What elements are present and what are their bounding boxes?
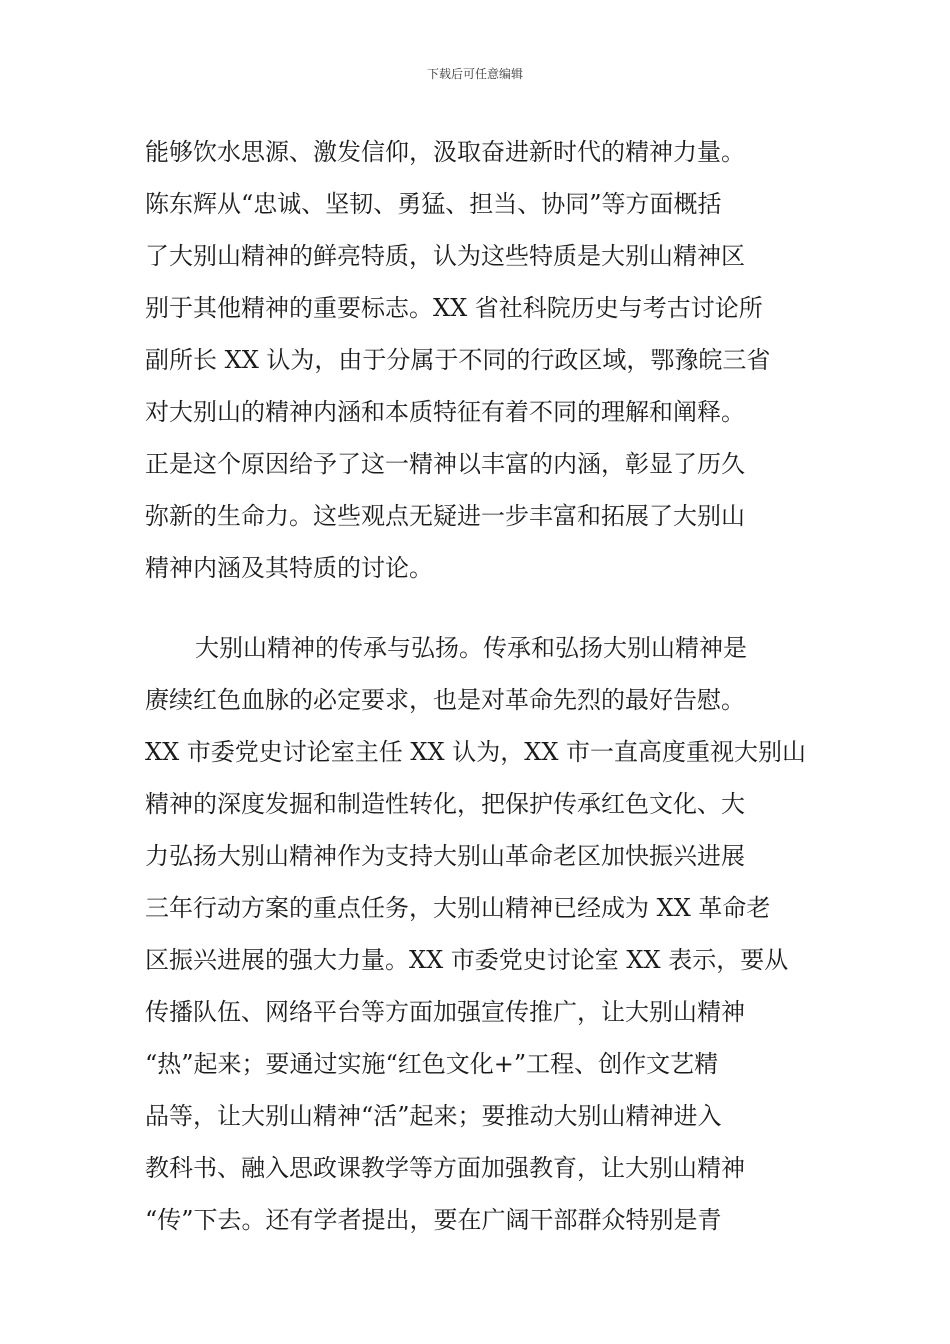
text-line: “传”下去。还有学者提出，要在广阔干部群众特别是青: [145, 1206, 722, 1234]
text-line: 传播队伍、网络平台等方面加强宣传推广，让大别山精神: [145, 998, 745, 1026]
text-line: 能够饮水思源、激发信仰，汲取奋进新时代的精神力量。: [145, 138, 745, 166]
text-line: 区振兴进展的强大力量。XX 市委党史讨论室 XX 表示，要从: [145, 946, 789, 974]
text-line: 别于其他精神的重要标志。XX 省社科院历史与考古讨论所: [145, 294, 763, 322]
text-line-first: 大别山精神的传承与弘扬。传承和弘扬大别山精神是: [195, 634, 747, 662]
text-line: 了大别山精神的鲜亮特质，认为这些特质是大别山精神区: [145, 242, 745, 270]
page-header: 下载后可任意编辑: [426, 67, 523, 81]
text-line: 赓续红色血脉的必定要求，也是对革命先烈的最好告慰。: [145, 686, 745, 714]
text-line: 弥新的生命力。这些观点无疑进一步丰富和拓展了大别山: [145, 502, 745, 530]
text-line: 对大别山的精神内涵和本质特征有着不同的理解和阐释。: [145, 398, 745, 426]
text-line: 教科书、融入思政课教学等方面加强教育，让大别山精神: [145, 1154, 745, 1182]
text-line: 力弘扬大别山精神作为支持大别山革命老区加快振兴进展: [145, 842, 745, 870]
text-line: 副所长 XX 认为，由于分属于不同的行政区域，鄂豫皖三省: [145, 346, 771, 374]
text-line: 三年行动方案的重点任务，大别山精神已经成为 XX 革命老: [145, 894, 771, 922]
text-line: 精神内涵及其特质的讨论。: [145, 554, 433, 582]
text-line: XX 市委党史讨论室主任 XX 认为，XX 市一直高度重视大别山: [145, 738, 807, 766]
text-line: 品等，让大别山精神“活”起来；要推动大别山精神进入: [145, 1102, 722, 1130]
text-line: 精神的深度发掘和制造性转化，把保护传承红色文化、大: [145, 790, 745, 818]
text-line: 陈东辉从“忠诚、坚韧、勇猛、担当、协同”等方面概括: [145, 190, 722, 218]
paragraph-1: [145, 126, 815, 594]
text-line: 正是这个原因给予了这一精神以丰富的内涵，彰显了历久: [145, 450, 745, 478]
paragraph-2: [145, 622, 815, 1246]
text-line: “热”起来；要通过实施“红色文化+”工程、创作文艺精: [145, 1050, 719, 1078]
